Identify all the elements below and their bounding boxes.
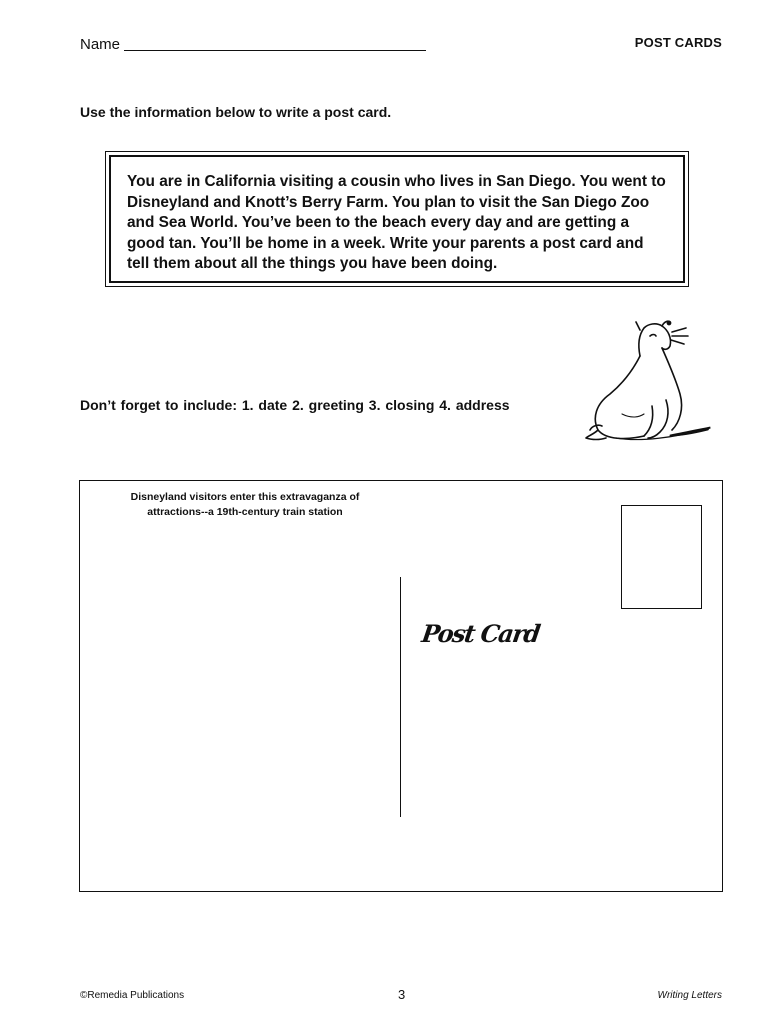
scenario-box bbox=[105, 151, 689, 287]
name-input-line[interactable] bbox=[124, 50, 426, 51]
scenario-inner-border bbox=[109, 155, 685, 283]
section-title: POST CARDS bbox=[634, 35, 722, 50]
page-number: 3 bbox=[398, 987, 406, 1002]
name-label: Name bbox=[80, 36, 121, 53]
stamp-box bbox=[621, 505, 702, 609]
scenario-text: You are in California visiting a cousin who lives in San Diego. You went to Disneyland and Knott’s Berry Farm. You plan to visit the San Diego Zoo and Sea World. You’ve been to the beach every day and are getting a good tan. You’ll be home in a week. Write your parents a post card and tell them about all the things you have been doing. bbox=[127, 173, 666, 272]
postcard bbox=[79, 480, 723, 892]
copyright-text: ©Remedia Publications bbox=[80, 990, 185, 1001]
postcard-divider bbox=[400, 577, 401, 817]
book-title: Writing Letters bbox=[657, 990, 722, 1001]
postcard-caption-line-1: Disneyland visitors enter this extravaganza of bbox=[130, 491, 360, 503]
reminder-text: Don’t forget to include: 1. date 2. greeting 3. closing 4. address bbox=[80, 397, 510, 413]
postcard-title: Post Card bbox=[419, 619, 541, 648]
postcard-caption bbox=[80, 490, 410, 520]
seal-icon bbox=[582, 314, 716, 454]
instruction-text: Use the information below to write a post card. bbox=[80, 104, 392, 120]
postcard-caption-line-2: attractions--a 19th-century train station bbox=[147, 506, 343, 518]
